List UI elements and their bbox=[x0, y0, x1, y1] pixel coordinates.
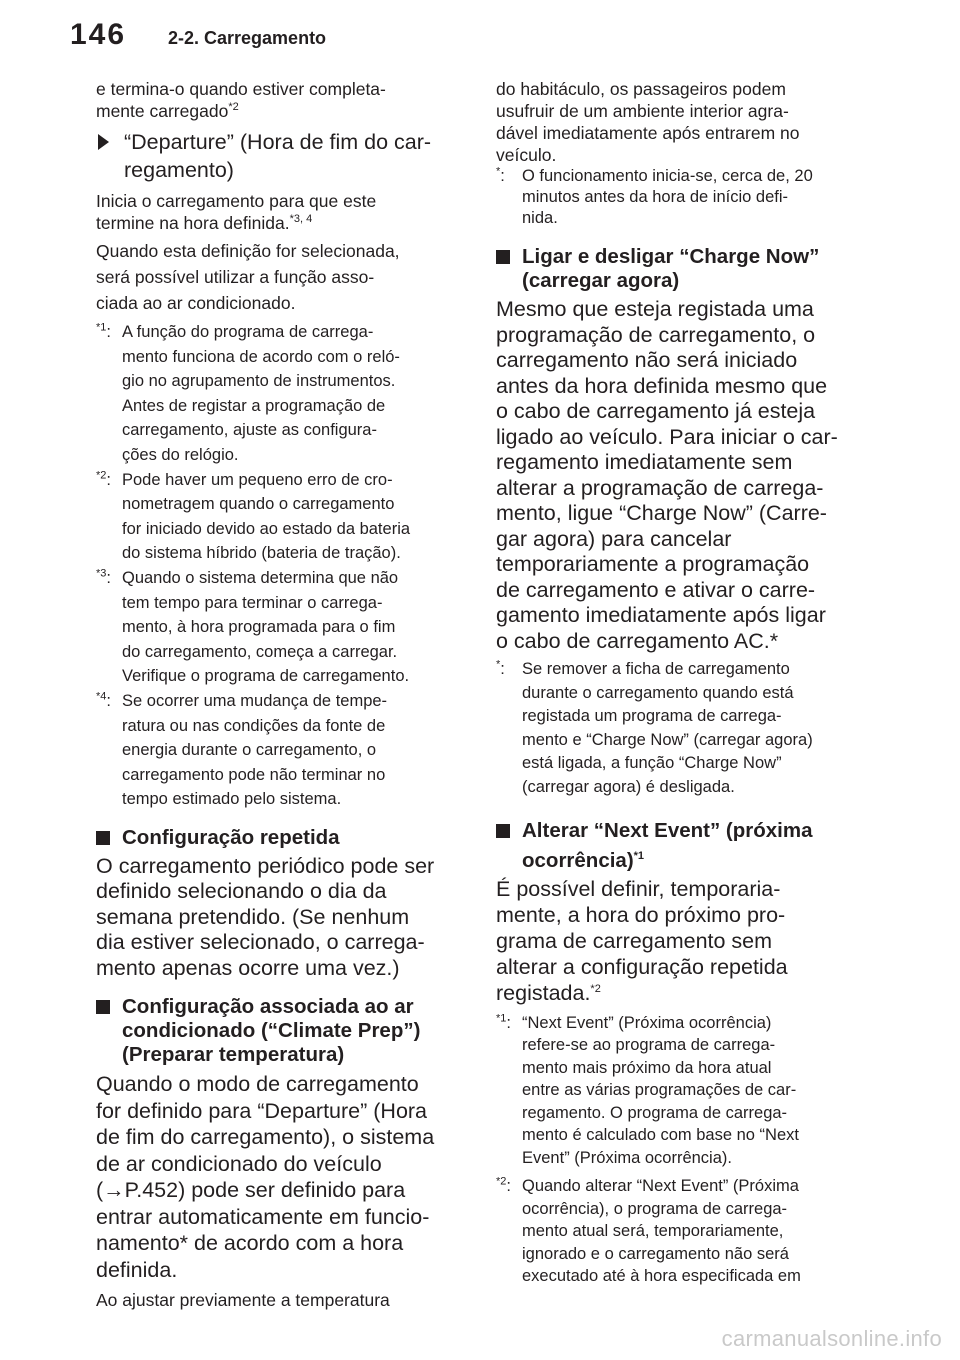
charge-now-heading: Ligar e desligar “Charge Now” (carregar agora) bbox=[496, 245, 868, 293]
climate-heading: Configuração associada ao ar condicionado (“Climate Prep”) (Preparar temperatura) bbox=[96, 995, 468, 1067]
intro-paragraph: e termina-o quando estiver completa- mente carregado$^{*2}$ bbox=[96, 79, 386, 121]
repeat-body: O carregamento periódico pode ser definido selecionando o dia da semana pretendido. (Se nenhum dia estiver selecionado, o carrega- mento apenas ocorre uma vez.) bbox=[96, 853, 435, 980]
continuation-paragraph: do habitáculo, os passageiros podem usufruir de um ambiente interior agra- dável imediatamente após entrarem no veículo. bbox=[496, 79, 800, 165]
section-title: 2-2. Carregamento bbox=[168, 28, 327, 48]
climate-body: Quando o modo de carregamento for definido para “Departure” (Hora de fim do carregamento), o sistema de ar condicionado do veículo (→P.452) pode ser definido para entrar automaticamente em funcio- namento* de acordo com a hora definida. bbox=[96, 1072, 435, 1282]
next-event-footnote-1: $^{*1}$: “Next Event” (Próxima ocorrência) refere-se ao programa de carrega- mento mais próximo da hora atual entre as várias programações de car- regamento. O programa de carrega- mento é calculado com base no “Next Event” (Próxima ocorrência). bbox=[496, 1012, 799, 1167]
square-bullet-icon bbox=[96, 1000, 110, 1014]
square-bullet-icon bbox=[496, 250, 510, 264]
climate-footnote: *: O funcionamento inicia-se, cerca de, 20 minutos antes da hora de início defi- nida. bbox=[496, 165, 813, 227]
square-bullet-icon bbox=[496, 824, 510, 838]
footnote-4: $^{*4}$: Se ocorrer uma mudança de tempe- ratura ou nas condições da fonte de energia durante o carregamento, o carregamento pode não terminar no tempo estimado pelo sistema. bbox=[96, 690, 388, 809]
right-column bbox=[496, 78, 868, 1288]
charge-now-body: Mesmo que esteja registada uma programação de carregamento, o carregamento não será iniciado antes da hora definida mesmo que o cabo de carregamento já esteja ligado ao veículo. Para iniciar o car- regamento imediatamente sem alterar a programação de carrega- mento, ligue “Charge Now” (Carre- gar agora) para cancelar temporariamente a programação de carregamento e ativar o carre- gamento imediatamente após ligar o cabo de carregamento AC.* bbox=[496, 297, 838, 653]
left-column bbox=[96, 78, 468, 1311]
next-event-footnote-2: $^{*2}$: Quando alterar “Next Event” (Próxima ocorrência), o programa de carrega- mento atual será, temporariamente, ignorado e o carregamento não será executado até à hora especificada em bbox=[496, 1175, 801, 1286]
next-event-heading: Alterar “Next Event” (próxima ocorrência)$^{*1}$ bbox=[496, 816, 868, 876]
repeat-heading: Configuração repetida bbox=[96, 826, 468, 850]
departure-climate-note: Quando esta definição for selecionada, será possível utilizar a função asso- ciada ao ar condicionado. bbox=[96, 241, 400, 313]
climate-continuation: Ao ajustar previamente a temperatura bbox=[96, 1290, 390, 1311]
departure-item: “Departure” (Hora de fim do car- regamento) bbox=[96, 128, 468, 184]
footnote-3: $^{*3}$: Quando o sistema determina que não tem tempo para terminar o carrega- mento, à hora programada para o fim do carregamento, começa a carregar. Verifique o programa de carregamento. bbox=[96, 567, 410, 686]
page-header bbox=[0, 0, 960, 70]
watermark: carmanualsonline.info bbox=[721, 1326, 942, 1351]
square-bullet-icon bbox=[96, 831, 110, 845]
footnote-1: $^{*1}$: A função do programa de carrega- mento funciona de acordo com o reló- gio no agrupamento de instrumentos. Antes de registar a programação de carregamento, ajuste as configura- ções do relógio. bbox=[96, 321, 400, 464]
page-number: 146 bbox=[70, 18, 127, 51]
departure-description: Inicia o carregamento para que este termine na hora definida.$^{*3, 4}$ bbox=[96, 191, 377, 233]
next-event-body: É possível definir, temporaria- mente, a hora do próximo pro- grama de carregamento sem alterar a configuração repetida registada.$^{*2}$ bbox=[496, 876, 788, 1005]
charge-now-footnote: *: Se remover a ficha de carregamento durante o carregamento quando está registada um programa de carrega- mento e “Charge Now” (carregar agora) está ligada, a função “Charge Now” (carregar agora) é desligada. bbox=[496, 658, 813, 796]
arrow-bullet-icon bbox=[98, 134, 109, 150]
footnote-2: $^{*2}$: Pode haver um pequeno erro de cro- nometragem quando o carregamento for iniciado devido ao estado da bateria do sistema híbrido (bateria de tração). bbox=[96, 469, 411, 563]
